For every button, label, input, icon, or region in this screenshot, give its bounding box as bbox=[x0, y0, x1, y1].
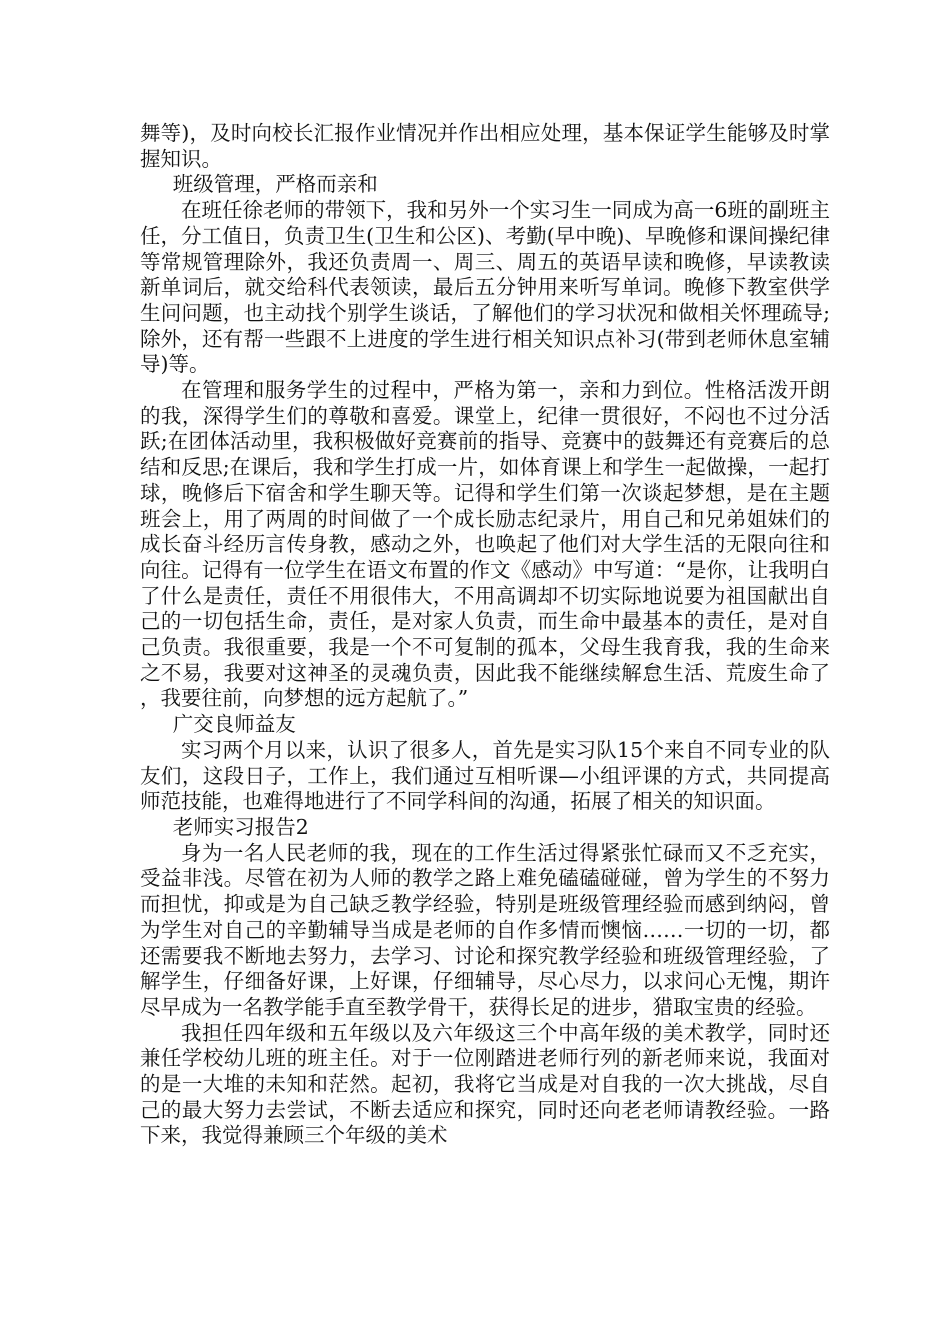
paragraph-teammates: 实习两个月以来，认识了很多人，首先是实习队15个来自不同专业的队友们，这段日子，工作上，我们通过互相听课—小组评课的方式，共同提高师范技能，也难得地进行了不同学科间的沟通，拓展了相关的知识面。 bbox=[140, 737, 830, 814]
paragraph-continued: 舞等)，及时向校长汇报作业情况并作出相应处理，基本保证学生能够及时掌握知识。 bbox=[140, 121, 830, 171]
section-heading-make-friends: 广交良师益友 bbox=[172, 712, 296, 737]
section-heading-class-management: 班级管理，严格而亲和 bbox=[172, 172, 378, 197]
paragraph-teacher-life: 身为一名人民老师的我，现在的工作生活过得紧张忙碌而又不乏充实，受益非浅。尽管在初为人师的教学之路上难免磕磕碰碰，曾为学生的不努力而担忧，抑或是为自己缺乏教学经验，特别是班级管理经验而感到纳闷，曾为学生对自己的辛勤辅导当成是老师的自作多情而懊恼……一切的一切，都还需要我不断地去努力，去学习、讨论和探究教学经验和班级管理经验，了解学生，仔细备好课，上好课，仔细辅导，尽心尽力，以求问心无愧，期许尽早成为一名教学能手直至教学骨干，获得长足的进步，猎取宝贵的经验。 bbox=[140, 840, 830, 1019]
paragraph-art-teaching: 我担任四年级和五年级以及六年级这三个中高年级的美术教学，同时还兼任学校幼儿班的班主任。对于一位刚踏进老师行列的新老师来说，我面对的是一大堆的未知和茫然。起初，我将它当成是对自我的一次大挑战，尽自己的最大努力去尝试，不断去适应和探究，同时还向老老师请教经验。一路下来，我觉得兼顾三个年级的美术 bbox=[140, 1020, 830, 1148]
paragraph-strict-and-kind: 在管理和服务学生的过程中，严格为第一，亲和力到位。性格活泼开朗的我，深得学生们的尊敬和喜爱。课堂上，纪律一贯很好，不闷也不过分活跃;在团体活动里，我积极做好竞赛前的指导、竞赛中的鼓舞还有竞赛后的总结和反思;在课后，我和学生打成一片，如体育课上和学生一起做操，一起打球，晚修后下宿舍和学生聊天等。记得和学生们第一次谈起梦想，是在主题班会上，用了两周的时间做了一个成长励志纪录片，用自己和兄弟姐妹们的成长奋斗经历言传身教，感动之外，也唤起了他们对大学生活的无限向往和向往。记得有一位学生在语文布置的作文《感动》中写道：“是你，让我明白了什么是责任，责任不用很伟大，不用高调却不切实际地说要为祖国献出自己的一切包括生命，责任，是对家人负责，而生命中最基本的责任，是对自己负责。我很重要，我是一个不可复制的孤本，父母生我育我，我的生命来之不易，我要对这神圣的灵魂负责，因此我不能继续解怠生活、荒废生命了，我要往前，向梦想的远方起航了。” bbox=[140, 378, 830, 711]
paragraph-class-duties: 在班任徐老师的带领下，我和另外一个实习生一同成为高一6班的副班主任，分工值日，负责卫生(卫生和公区)、考勤(早中晚)、早晚修和课间操纪律等常规管理除外，我还负责周一、周三、周五的英语早读和晚修，早读教读新单词后，就交给科代表领读，最后五分钟用来听写单词。晚修下教室供学生问问题，也主动找个别学生谈话，了解他们的学习状况和做相关怀理疏导;除外，还有帮一些跟不上进度的学生进行相关知识点补习(带到老师休息室辅导)等。 bbox=[140, 198, 830, 377]
document-body bbox=[140, 121, 830, 1149]
section-heading-report-2: 老师实习报告2 bbox=[172, 814, 309, 839]
